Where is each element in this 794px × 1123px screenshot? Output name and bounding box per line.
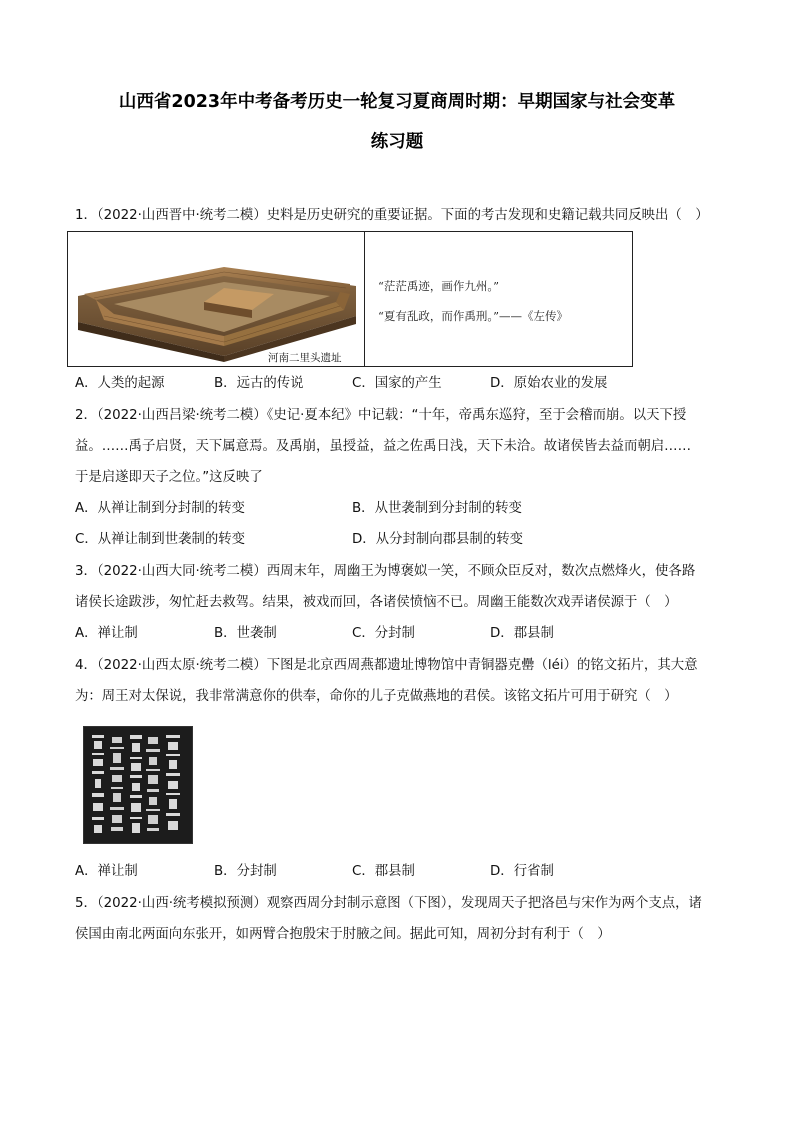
- question-3-line-1: 3．（2022·山西大同·统考二模）西周末年，周幽王为博褒姒一笑，不顾众臣反对，数次点燃烽火，使各路: [75, 564, 696, 579]
- table-divider: [364, 232, 365, 366]
- bronze-inscription-rubbing: [83, 726, 193, 844]
- q1-option-b[interactable]: B．远古的传说: [214, 376, 304, 391]
- question-3-line-2: 诸侯长途跋涉，匆忙赶去救驾。结果，被戏而回，各诸侯愤恼不已。周幽王能数次戏弄诸侯源于（ ）: [75, 595, 678, 610]
- q3-option-b[interactable]: B．世袭制: [214, 626, 277, 641]
- question-1-stem: 1．（2022·山西晋中·统考二模）史料是历史研究的重要证据。下面的考古发现和史籍记载共同反映出（ ）: [75, 208, 709, 223]
- page-title: 山西省2023年中考备考历史一轮复习夏商周时期：早期国家与社会变革: [118, 92, 676, 112]
- inscription-rubbing-image: [84, 727, 192, 843]
- palace-foundation-illustration: [74, 238, 360, 362]
- question-5-line-1: 5．（2022·山西·统考模拟预测）观察西周分封制示意图（下图），发现周天子把洛邑与宋作为两个支点，诸: [75, 896, 702, 911]
- question-4-line-1: 4．（2022·山西太原·统考二模）下图是北京西周燕都遗址博物馆中青铜器克罍（léi）的铭文拓片，其大意: [75, 658, 698, 673]
- q3-option-c[interactable]: C．分封制: [352, 626, 415, 641]
- question-1-source-table: [67, 231, 633, 367]
- q2-option-a[interactable]: A．从禅让制到分封制的转变: [75, 501, 245, 516]
- q1-option-d[interactable]: D．原始农业的发展: [490, 376, 608, 391]
- q4-option-a[interactable]: A．禅让制: [75, 864, 138, 879]
- q2-option-b[interactable]: B．从世袭制到分封制的转变: [352, 501, 522, 516]
- question-5-line-2: 侯国由南北两面向东张开，如两臂合抱殷宋于肘腋之间。据此可知，周初分封有利于（ ）: [75, 927, 611, 942]
- question-2-line-2: 益。……禹子启贤，天下属意焉。及禹崩，虽授益，益之佐禹日浅，天下未洽。故诸侯皆去益而朝启……: [75, 439, 691, 454]
- q1-option-a[interactable]: A．人类的起源: [75, 376, 165, 391]
- q2-option-c[interactable]: C．从禅让制到世袭制的转变: [75, 532, 246, 547]
- question-2-line-3: 于是启遂即天子之位。”这反映了: [75, 470, 263, 485]
- image-caption: 河南二里头遗址: [268, 352, 342, 364]
- q4-option-c[interactable]: C．郡县制: [352, 864, 415, 879]
- q1-option-c[interactable]: C．国家的产生: [352, 376, 442, 391]
- quote-1: “茫茫禹迹，画作九州。”: [378, 279, 500, 293]
- q4-option-b[interactable]: B．分封制: [214, 864, 277, 879]
- question-4-line-2: 为：周王对太保说，我非常满意你的供奉，命你的儿子克做燕地的君侯。该铭文拓片可用于研究（ ）: [75, 689, 678, 704]
- q4-option-d[interactable]: D．行省制: [490, 864, 554, 879]
- q3-option-d[interactable]: D．郡县制: [490, 626, 554, 641]
- erlitou-site-image: [74, 238, 360, 362]
- q2-option-d[interactable]: D．从分封制向郡县制的转变: [352, 532, 523, 547]
- q3-option-a[interactable]: A．禅让制: [75, 626, 138, 641]
- question-2-line-1: 2．（2022·山西吕梁·统考二模）《史记·夏本纪》中记载：“十年，帝禹东巡狩，至于会稽而崩。以天下授: [75, 408, 687, 423]
- page-subtitle: 练习题: [370, 132, 424, 152]
- quote-2: “夏有乱政，而作禹刑。”——《左传》: [378, 309, 569, 323]
